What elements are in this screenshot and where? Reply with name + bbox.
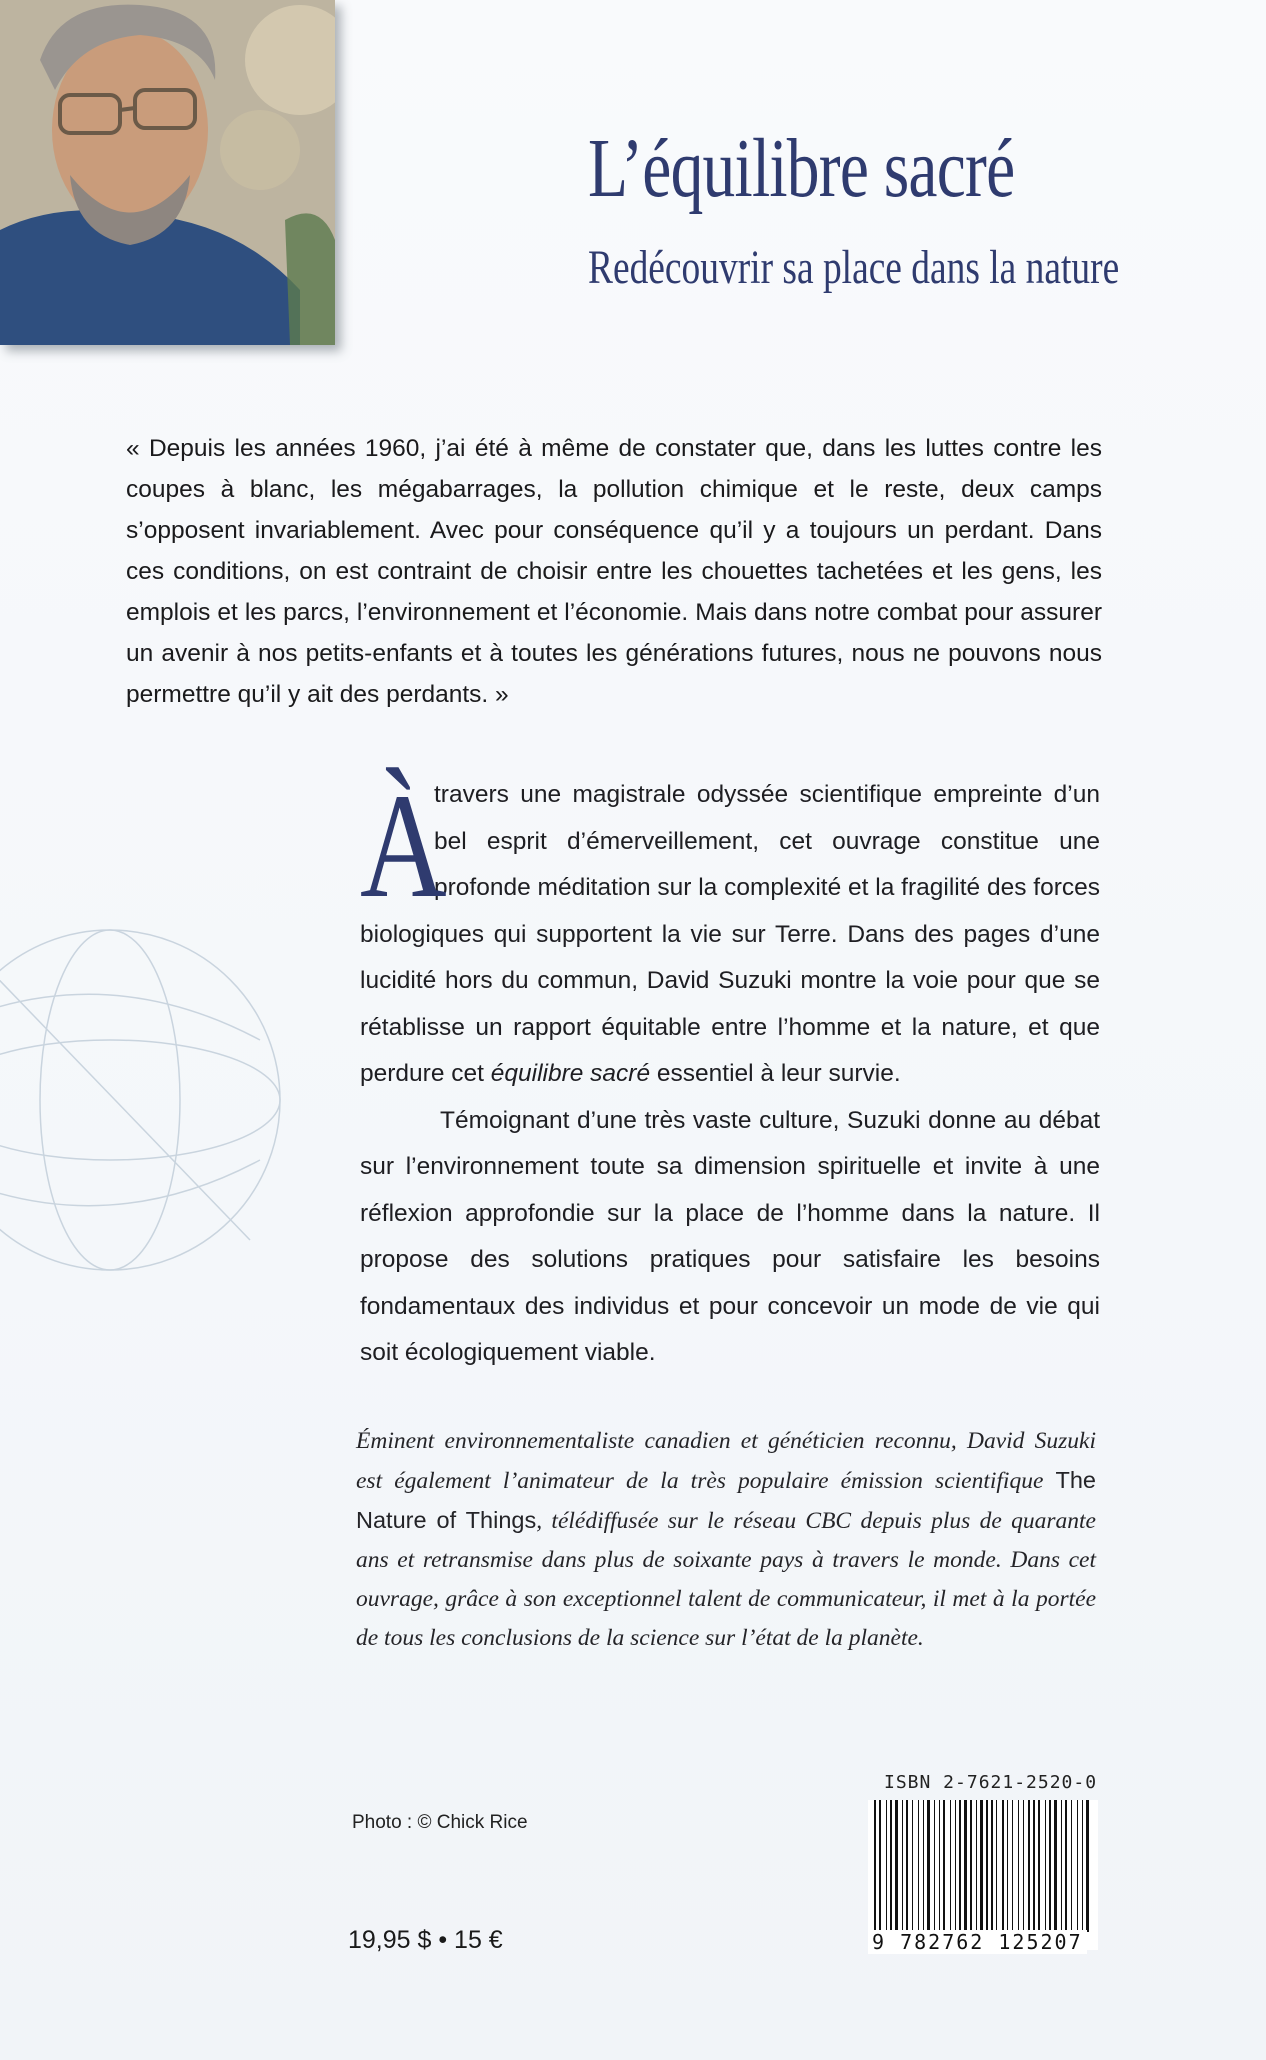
barcode-bars	[868, 1800, 1098, 1932]
barcode-bar	[1082, 1800, 1083, 1932]
barcode-bar	[959, 1800, 961, 1932]
barcode-bar	[879, 1800, 881, 1932]
description-para1-italic: équilibre sacré	[490, 1060, 651, 1087]
barcode-bar	[890, 1800, 892, 1932]
barcode-bar	[943, 1800, 945, 1932]
globe-sketch-decoration	[0, 900, 290, 1320]
bio-part1: Éminent environnementaliste canadien et généticien reconnu, David Suzuki est également l’animateur de la très populaire émission scientifique	[356, 1428, 1096, 1494]
barcode	[868, 1800, 1098, 1950]
barcode-bar	[902, 1800, 903, 1932]
barcode-bar	[1033, 1800, 1035, 1932]
barcode-bar	[1061, 1800, 1062, 1932]
barcode-bar	[950, 1800, 951, 1932]
barcode-bar	[1018, 1800, 1019, 1932]
barcode-bar	[1002, 1800, 1004, 1932]
barcode-bar	[1086, 1800, 1089, 1932]
barcode-bar	[976, 1800, 977, 1932]
barcode-bar	[1023, 1800, 1024, 1932]
author-portrait	[0, 0, 335, 345]
photo-credit: Photo : © Chick Rice	[352, 1812, 528, 1833]
barcode-bar	[980, 1800, 983, 1932]
barcode-bar	[1012, 1800, 1013, 1932]
barcode-bar	[1049, 1800, 1051, 1932]
barcode-bar	[886, 1800, 887, 1932]
book-subtitle: Redécouvrir sa place dans la nature	[588, 241, 1120, 294]
barcode-bar	[1054, 1800, 1057, 1932]
barcode-bar	[996, 1800, 997, 1932]
description-para2: Témoignant d’une très vaste culture, Suzuki donne au débat sur l’environnement toute sa dimension spirituelle et invite à une réflexion approfondie sur la place de l’homme dans la nature. Il propose des solutions pratiques pour satisfaire les besoins fondamentaux des individus et pour concevoir un mode de vie qui soit écologiquement viable.	[360, 1106, 1100, 1366]
barcode-bar	[1077, 1800, 1078, 1932]
description-para1-start: travers une magistrale odyssée scientifique empreinte d’un bel esprit d’émerveillement, cet ouvrage constitue une profonde méditation sur la complexité et la fragilité des forces biologiques qui supportent la vie sur Terre. Dans des pages d’une lucidité hors du commun, David Suzuki montre la voie pour que se rétablisse un rapport équitable entre l’homme et la nature, et que perdure cet	[360, 781, 1100, 1087]
barcode-bar	[1007, 1800, 1008, 1932]
barcode-digits: 9 782762 125207	[868, 1930, 1087, 1954]
book-title: L’équilibre sacré	[588, 122, 1015, 215]
bio-show-title: The Nature of Things	[356, 1467, 1096, 1533]
barcode-bar	[970, 1800, 972, 1932]
author-portrait-drawing	[0, 0, 335, 345]
barcode-bar	[955, 1800, 956, 1932]
barcode-bar	[918, 1800, 919, 1932]
barcode-bar	[923, 1800, 924, 1932]
barcode-bar	[934, 1800, 935, 1932]
barcode-bar	[1065, 1800, 1067, 1932]
barcode-bar	[1028, 1800, 1030, 1932]
barcode-bar	[895, 1800, 898, 1932]
drop-cap-letter: À	[360, 763, 447, 929]
book-description	[360, 763, 1100, 1377]
barcode-bar	[1038, 1800, 1040, 1932]
description-para1-end: essentiel à leur survie.	[650, 1060, 901, 1087]
author-bio	[356, 1422, 1096, 1658]
price-label: 19,95 $ • 15 €	[348, 1926, 503, 1954]
barcode-bar	[1071, 1800, 1072, 1932]
barcode-bar	[874, 1800, 876, 1932]
isbn-label: ISBN 2-7621-2520-0	[884, 1772, 1098, 1793]
barcode-bar	[927, 1800, 930, 1932]
barcode-bar	[964, 1800, 967, 1932]
barcode-bar	[939, 1800, 940, 1932]
barcode-bar	[912, 1800, 913, 1932]
barcode-bar	[991, 1800, 993, 1932]
barcode-bar	[1045, 1800, 1046, 1932]
barcode-bar	[906, 1800, 908, 1932]
author-quote: « Depuis les années 1960, j’ai été à même de constater que, dans les luttes contre les coupes à blanc, les mégabarrages, la pollution chimique et le reste, deux camps s’opposent invariablement. Avec pour conséquence qu’il y a toujours un perdant. Dans ces conditions, on est contraint de choisir entre les chouettes tachetées et les gens, les emplois et les parcs, l’environnement et l’économie. Mais dans notre combat pour assurer un avenir à nos petits-enfants et à toutes les générations futures, nous ne pouvons nous permettre qu’il y ait des perdants. »	[126, 435, 1102, 708]
bio-part2: , télédiffusée sur le réseau CBC depuis plus de quarante ans et retransmise dans plus de soixante pays à travers le monde. Dans cet ouvrage, grâce à son exceptionnel talent de communicateur, il met à la portée de tous les conclusions de la science sur l’état de la planète.	[356, 1508, 1096, 1651]
barcode-bar	[986, 1800, 988, 1932]
